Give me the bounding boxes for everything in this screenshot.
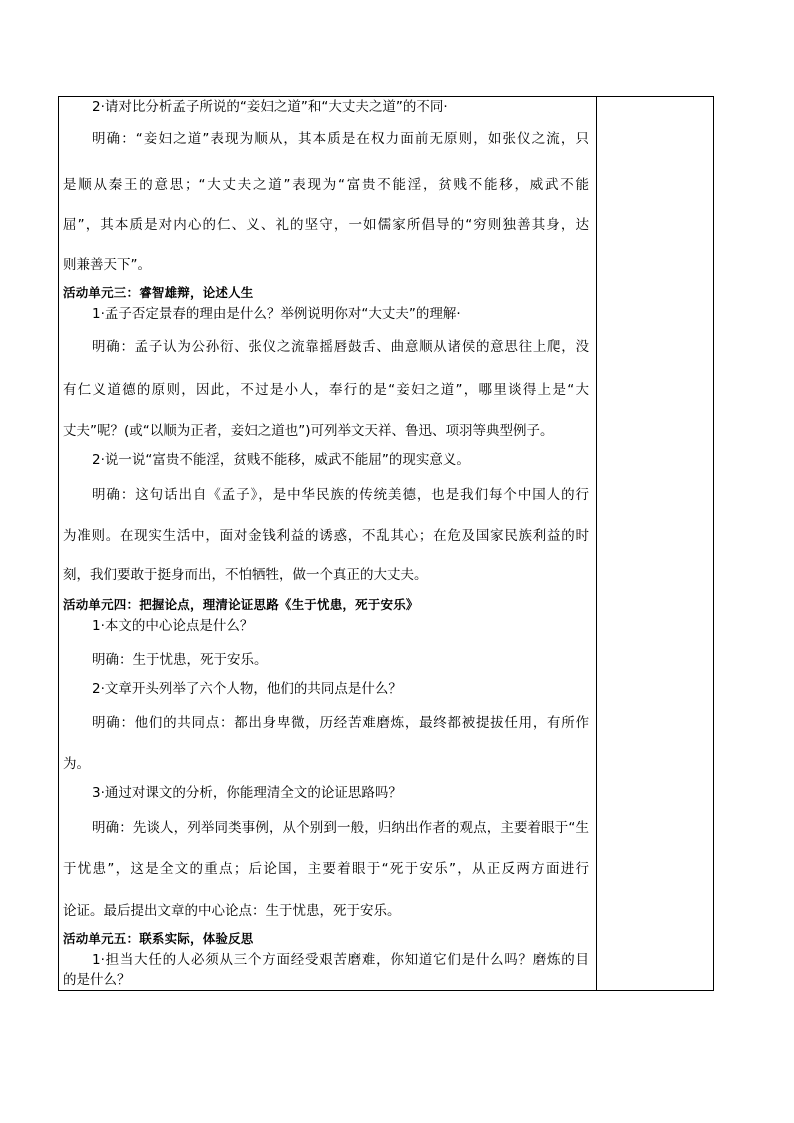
section-heading-5: 活动单元五：联系实际，体验反思	[63, 931, 254, 946]
question-text: 的是什么？	[63, 972, 131, 988]
answer-line: 屈”，其本质是对内心的仁、义、礼的坚守，一如儒家所倡导的“穷则独善其身，达	[63, 217, 589, 233]
answer-line: 丈夫”呢？(或“以顺为正者，妾妇之道也”)可列举文天祥、鲁迅、项羽等典型例子。	[63, 423, 554, 439]
answer-line: 刻，我们要敢于挺身而出，不怕牺牲，做一个真正的大丈夫。	[63, 567, 428, 583]
answer-line: 明确：孟子认为公孙衍、张仪之流靠摇唇鼓舌、曲意顺从诸侯的意思往上爬，没	[92, 339, 589, 355]
answer-line: 于忧患”，这是全文的重点；后论国，主要着眼于“死于安乐”，从正反两方面进行	[63, 861, 589, 877]
question-text: 1·担当大任的人必须从三个方面经受艰苦磨难，你知道它们是什么吗？磨炼的目	[92, 952, 589, 968]
answer-line: 明确：这句话出自《孟子》，是中华民族的传统美德，也是我们每个中国人的行	[92, 487, 589, 503]
question-text: 1·本文的中心论点是什么？	[92, 618, 254, 634]
answer-line: 则兼善天下”。	[63, 257, 151, 273]
answer-line: 明确：先谈人，列举同类事例，从个别到一般，归纳出作者的观点，主要着眼于“生	[92, 820, 589, 836]
answer-line: 论证。最后提出文章的中心论点：生于忧患，死于安乐。	[63, 903, 401, 919]
answer-line: 明确：“妾妇之道”表现为顺从，其本质是在权力面前无原则，如张仪之流，只	[92, 131, 589, 147]
question-text: 2·说一说“富贵不能淫，贫贱不能移，威武不能屈”的现实意义。	[92, 452, 470, 468]
column-divider	[596, 97, 597, 990]
answer-line: 是顺从秦王的意思；“大丈夫之道”表现为“富贵不能淫，贫贱不能移，威武不能	[63, 177, 589, 193]
section-heading-4: 活动单元四：把握论点，理清论证思路《生于忧患，死于安乐》	[63, 597, 419, 612]
answer-line: 明确：他们的共同点：都出身卑微，历经苦难磨炼，最终都被提拔任用，有所作	[92, 715, 589, 731]
answer-line: 明确：生于忧患，死于安乐。	[92, 652, 268, 668]
answer-line: 有仁义道德的原则，因此，不过是小人，奉行的是“妾妇之道”，哪里谈得上是“大	[63, 382, 589, 398]
question-text: 1·孟子否定景春的理由是什么？举例说明你对“大丈夫”的理解·	[92, 306, 461, 322]
answer-line: 为准则。在现实生活中，面对金钱利益的诱惑，不乱其心；在危及国家民族利益的时	[63, 528, 589, 544]
section-heading-3: 活动单元三：睿智雄辩，论述人生	[63, 285, 254, 300]
question-text: 3·通过对课文的分析，你能理清全文的论证思路吗？	[92, 785, 402, 801]
question-text: 2·文章开头列举了六个人物，他们的共同点是什么？	[92, 681, 402, 697]
answer-line: 为。	[63, 756, 90, 772]
question-2-text: 2·请对比分析孟子所说的“妾妇之道”和“大丈夫之道”的不同·	[92, 99, 448, 115]
